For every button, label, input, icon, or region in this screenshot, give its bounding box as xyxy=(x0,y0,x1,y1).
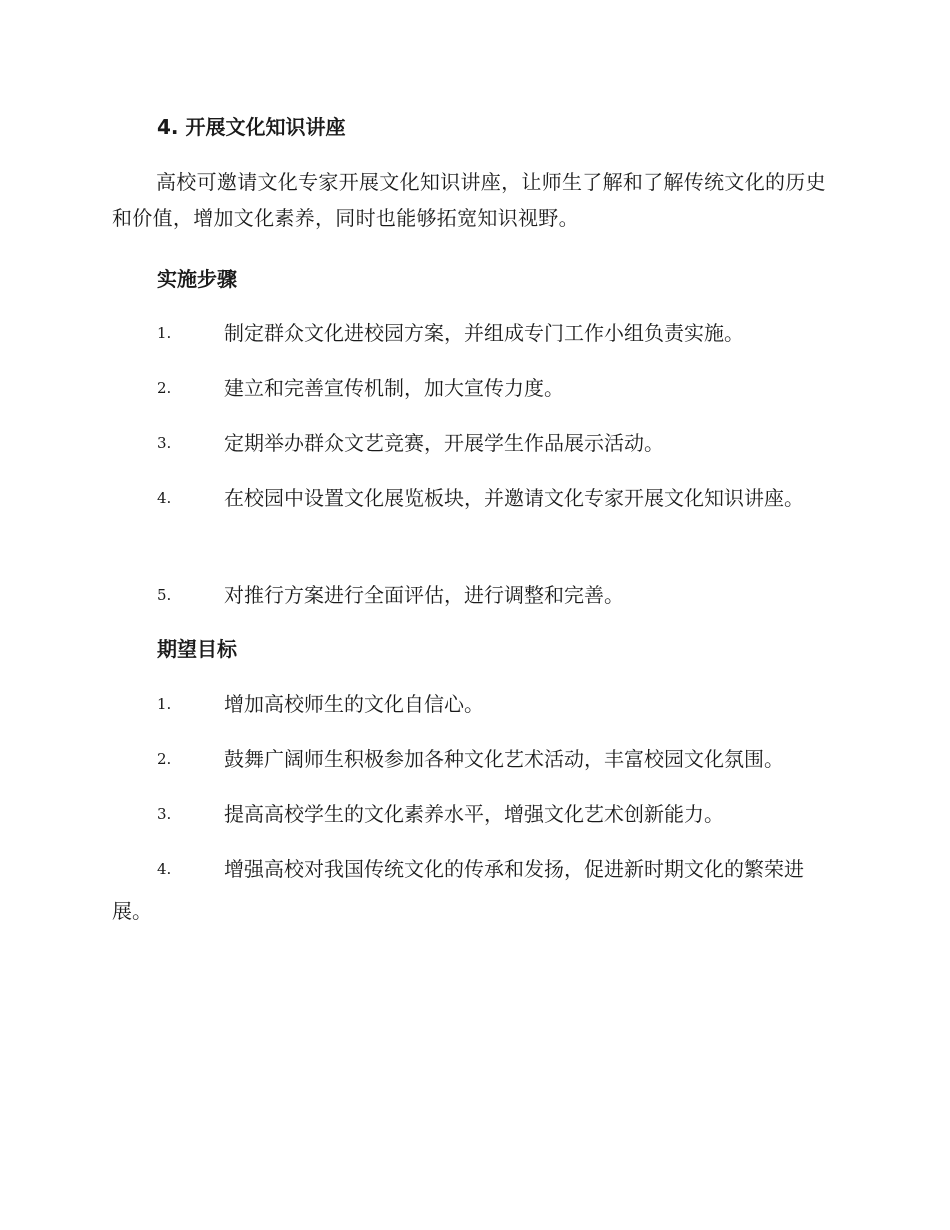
list-number: 3. xyxy=(157,805,172,823)
list-text: 增强高校对我国传统文化的传承和发扬，促进新时期文化的繁荣进展。 xyxy=(112,857,804,923)
list-text: 在校园中设置文化展览板块，并邀请文化专家开展文化知识讲座。 xyxy=(224,486,804,510)
list-number: 4. xyxy=(157,489,172,507)
list-number: 3. xyxy=(157,434,172,452)
list-text: 鼓舞广阔师生积极参加各种文化艺术活动，丰富校园文化氛围。 xyxy=(224,747,784,771)
list-item xyxy=(112,793,842,835)
list-number: 2. xyxy=(157,379,172,397)
list-number: 2. xyxy=(157,750,172,768)
list-text: 增加高校师生的文化自信心。 xyxy=(224,692,484,716)
list-item xyxy=(112,848,842,932)
list-item xyxy=(112,477,842,519)
list-text: 对推行方案进行全面评估，进行调整和完善。 xyxy=(224,583,624,607)
section-heading-goals: 期望目标 xyxy=(157,637,237,661)
list-item xyxy=(112,422,842,464)
list-item xyxy=(112,683,842,725)
list-text: 建立和完善宣传机制，加大宣传力度。 xyxy=(224,376,564,400)
list-item xyxy=(112,367,842,409)
list-text: 制定群众文化进校园方案，并组成专门工作小组负责实施。 xyxy=(224,321,744,345)
section-heading-steps: 实施步骤 xyxy=(157,267,237,291)
section-heading-lectures: 4. 开展文化知识讲座 xyxy=(157,115,346,139)
list-number: 1. xyxy=(157,324,172,342)
list-item xyxy=(112,738,842,780)
list-text: 提高高校学生的文化素养水平，增强文化艺术创新能力。 xyxy=(224,802,724,826)
list-number: 4. xyxy=(157,860,172,878)
paragraph-lectures: 高校可邀请文化专家开展文化知识讲座，让师生了解和了解传统文化的历史和价值，增加文化素养，同时也能够拓宽知识视野。 xyxy=(112,170,826,230)
list-number: 5. xyxy=(157,586,172,604)
list-item xyxy=(112,574,842,616)
list-number: 1. xyxy=(157,695,172,713)
list-item xyxy=(112,312,842,354)
list-text: 定期举办群众文艺竞赛，开展学生作品展示活动。 xyxy=(224,431,664,455)
